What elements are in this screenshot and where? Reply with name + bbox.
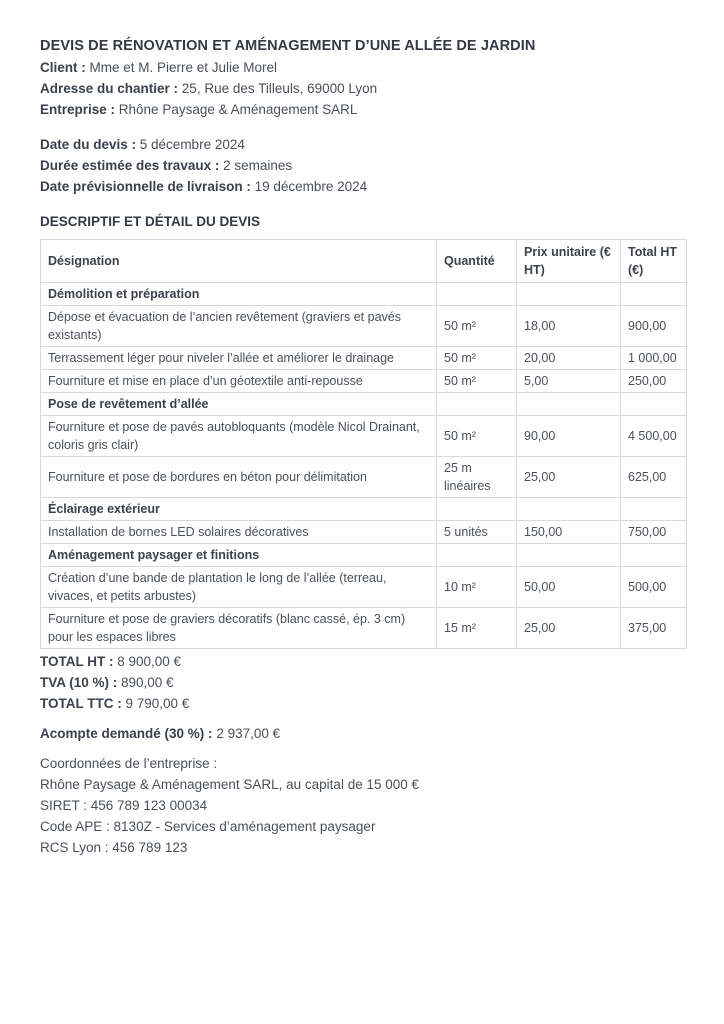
item-row — [41, 567, 687, 608]
devis-table — [40, 239, 687, 649]
client-info-label: Adresse du chantier : — [40, 81, 182, 96]
section-row — [41, 498, 687, 521]
client-info-label: Client : — [40, 60, 90, 75]
total-cell: 375,00 — [621, 608, 687, 649]
designation-cell: Aménagement paysager et finitions — [41, 544, 437, 567]
quantity-cell: 5 unités — [437, 521, 517, 544]
document-title: DEVIS DE RÉNOVATION ET AMÉNAGEMENT D’UNE ALLÉE DE JARDIN — [40, 38, 536, 54]
quantity-cell: 10 m² — [437, 567, 517, 608]
client-info-value: Mme et M. Pierre et Julie Morel — [89, 60, 278, 75]
company-line: SIRET : 456 789 123 00034 — [40, 798, 208, 813]
unit-price-cell: 25,00 — [517, 457, 621, 498]
total-cell: 900,00 — [621, 306, 687, 347]
total-label: TOTAL HT : — [40, 654, 118, 669]
client-info-line — [40, 99, 684, 120]
total-line — [40, 693, 684, 714]
client-info-line — [40, 78, 684, 99]
designation-cell: Terrassement léger pour niveler l’allée et améliorer le drainage — [41, 347, 437, 370]
total-label: TOTAL TTC : — [40, 696, 126, 711]
designation-cell: Fourniture et pose de graviers décoratifs (blanc cassé, ép. 3 cm) pour les espaces libres — [41, 608, 437, 649]
client-info-value: 25, Rue des Tilleuls, 69000 Lyon — [181, 81, 378, 96]
schedule-info-line — [40, 134, 684, 155]
client-info-label: Entreprise : — [40, 102, 119, 117]
quantity-cell — [437, 498, 517, 521]
designation-cell: Démolition et préparation — [41, 283, 437, 306]
schedule-info-label: Date prévisionnelle de livraison : — [40, 179, 255, 194]
designation-cell: Fourniture et mise en place d’un géotextile anti-repousse — [41, 370, 437, 393]
client-info-value: Rhône Paysage & Aménagement SARL — [118, 102, 358, 117]
devis-table-head — [41, 240, 687, 283]
deposit-line — [40, 723, 684, 744]
quantity-cell: 25 m linéaires — [437, 457, 517, 498]
deposit-block — [40, 723, 684, 744]
unit-price-cell: 150,00 — [517, 521, 621, 544]
deposit-amount: 2 937,00 € — [216, 726, 281, 741]
unit-price-cell: 50,00 — [517, 567, 621, 608]
column-header: Quantité — [437, 240, 517, 283]
column-header: Prix unitaire (€ HT) — [517, 240, 621, 283]
section-row — [41, 544, 687, 567]
deposit-label: Acompte demandé (30 %) : — [40, 726, 213, 741]
totals-block — [40, 651, 684, 714]
total-cell: 750,00 — [621, 521, 687, 544]
quantity-cell: 50 m² — [437, 306, 517, 347]
section-row — [41, 393, 687, 416]
quantity-cell: 50 m² — [437, 347, 517, 370]
schedule-info-value: 5 décembre 2024 — [139, 137, 245, 152]
total-cell — [621, 544, 687, 567]
designation-cell: Fourniture et pose de bordures en béton pour délimitation — [41, 457, 437, 498]
total-value: 890,00 € — [121, 675, 174, 690]
item-row — [41, 347, 687, 370]
item-row — [41, 608, 687, 649]
column-header: Total HT (€) — [621, 240, 687, 283]
unit-price-cell — [517, 283, 621, 306]
schedule-info-line — [40, 176, 684, 197]
company-line: Code APE : 8130Z - Services d’aménagement paysager — [40, 819, 376, 834]
total-cell — [621, 283, 687, 306]
total-cell — [621, 393, 687, 416]
company-line: Rhône Paysage & Aménagement SARL, au capital de 15 000 € — [40, 777, 420, 792]
total-line — [40, 651, 684, 672]
unit-price-cell: 20,00 — [517, 347, 621, 370]
unit-price-cell — [517, 498, 621, 521]
total-cell: 4 500,00 — [621, 416, 687, 457]
company-block — [40, 753, 684, 858]
devis-table-body — [41, 283, 687, 649]
item-row — [41, 521, 687, 544]
schedule-info-label: Durée estimée des travaux : — [40, 158, 224, 173]
designation-cell: Pose de revêtement d’allée — [41, 393, 437, 416]
quantity-cell — [437, 283, 517, 306]
quantity-cell — [437, 544, 517, 567]
quantity-cell: 50 m² — [437, 370, 517, 393]
header-row — [41, 240, 687, 283]
column-header: Désignation — [41, 240, 437, 283]
total-label: TVA (10 %) : — [40, 675, 122, 690]
designation-cell: Fourniture et pose de pavés autobloquants (modèle Nicol Drainant, coloris gris clair) — [41, 416, 437, 457]
item-row — [41, 370, 687, 393]
schedule-info-line — [40, 155, 684, 176]
quantity-cell — [437, 393, 517, 416]
designation-cell: Éclairage extérieur — [41, 498, 437, 521]
designation-cell: Création d’une bande de plantation le long de l’allée (terreau, vivaces, et petits arbustes) — [41, 567, 437, 608]
company-heading: Coordonnées de l’entreprise : — [40, 756, 218, 771]
designation-cell: Installation de bornes LED solaires décoratives — [41, 521, 437, 544]
designation-cell: Dépose et évacuation de l’ancien revêtement (graviers et pavés existants) — [41, 306, 437, 347]
total-value: 8 900,00 € — [117, 654, 182, 669]
section-heading: DESCRIPTIF ET DÉTAIL DU DEVIS — [40, 214, 261, 229]
quantity-cell: 50 m² — [437, 416, 517, 457]
unit-price-cell: 5,00 — [517, 370, 621, 393]
unit-price-cell: 25,00 — [517, 608, 621, 649]
schedule-info-value: 19 décembre 2024 — [254, 179, 368, 194]
item-row — [41, 306, 687, 347]
total-cell: 250,00 — [621, 370, 687, 393]
unit-price-cell — [517, 393, 621, 416]
unit-price-cell — [517, 544, 621, 567]
schedule-info-block — [40, 134, 684, 197]
section-row — [41, 283, 687, 306]
total-cell: 625,00 — [621, 457, 687, 498]
item-row — [41, 457, 687, 498]
client-info-block — [40, 57, 684, 120]
client-info-line — [40, 57, 684, 78]
total-cell: 1 000,00 — [621, 347, 687, 370]
company-line: RCS Lyon : 456 789 123 — [40, 840, 188, 855]
quantity-cell: 15 m² — [437, 608, 517, 649]
total-value: 9 790,00 € — [125, 696, 190, 711]
total-line — [40, 672, 684, 693]
total-cell: 500,00 — [621, 567, 687, 608]
schedule-info-label: Date du devis : — [40, 137, 140, 152]
item-row — [41, 416, 687, 457]
total-cell — [621, 498, 687, 521]
unit-price-cell: 18,00 — [517, 306, 621, 347]
unit-price-cell: 90,00 — [517, 416, 621, 457]
schedule-info-value: 2 semaines — [223, 158, 293, 173]
company-lines — [40, 774, 684, 858]
